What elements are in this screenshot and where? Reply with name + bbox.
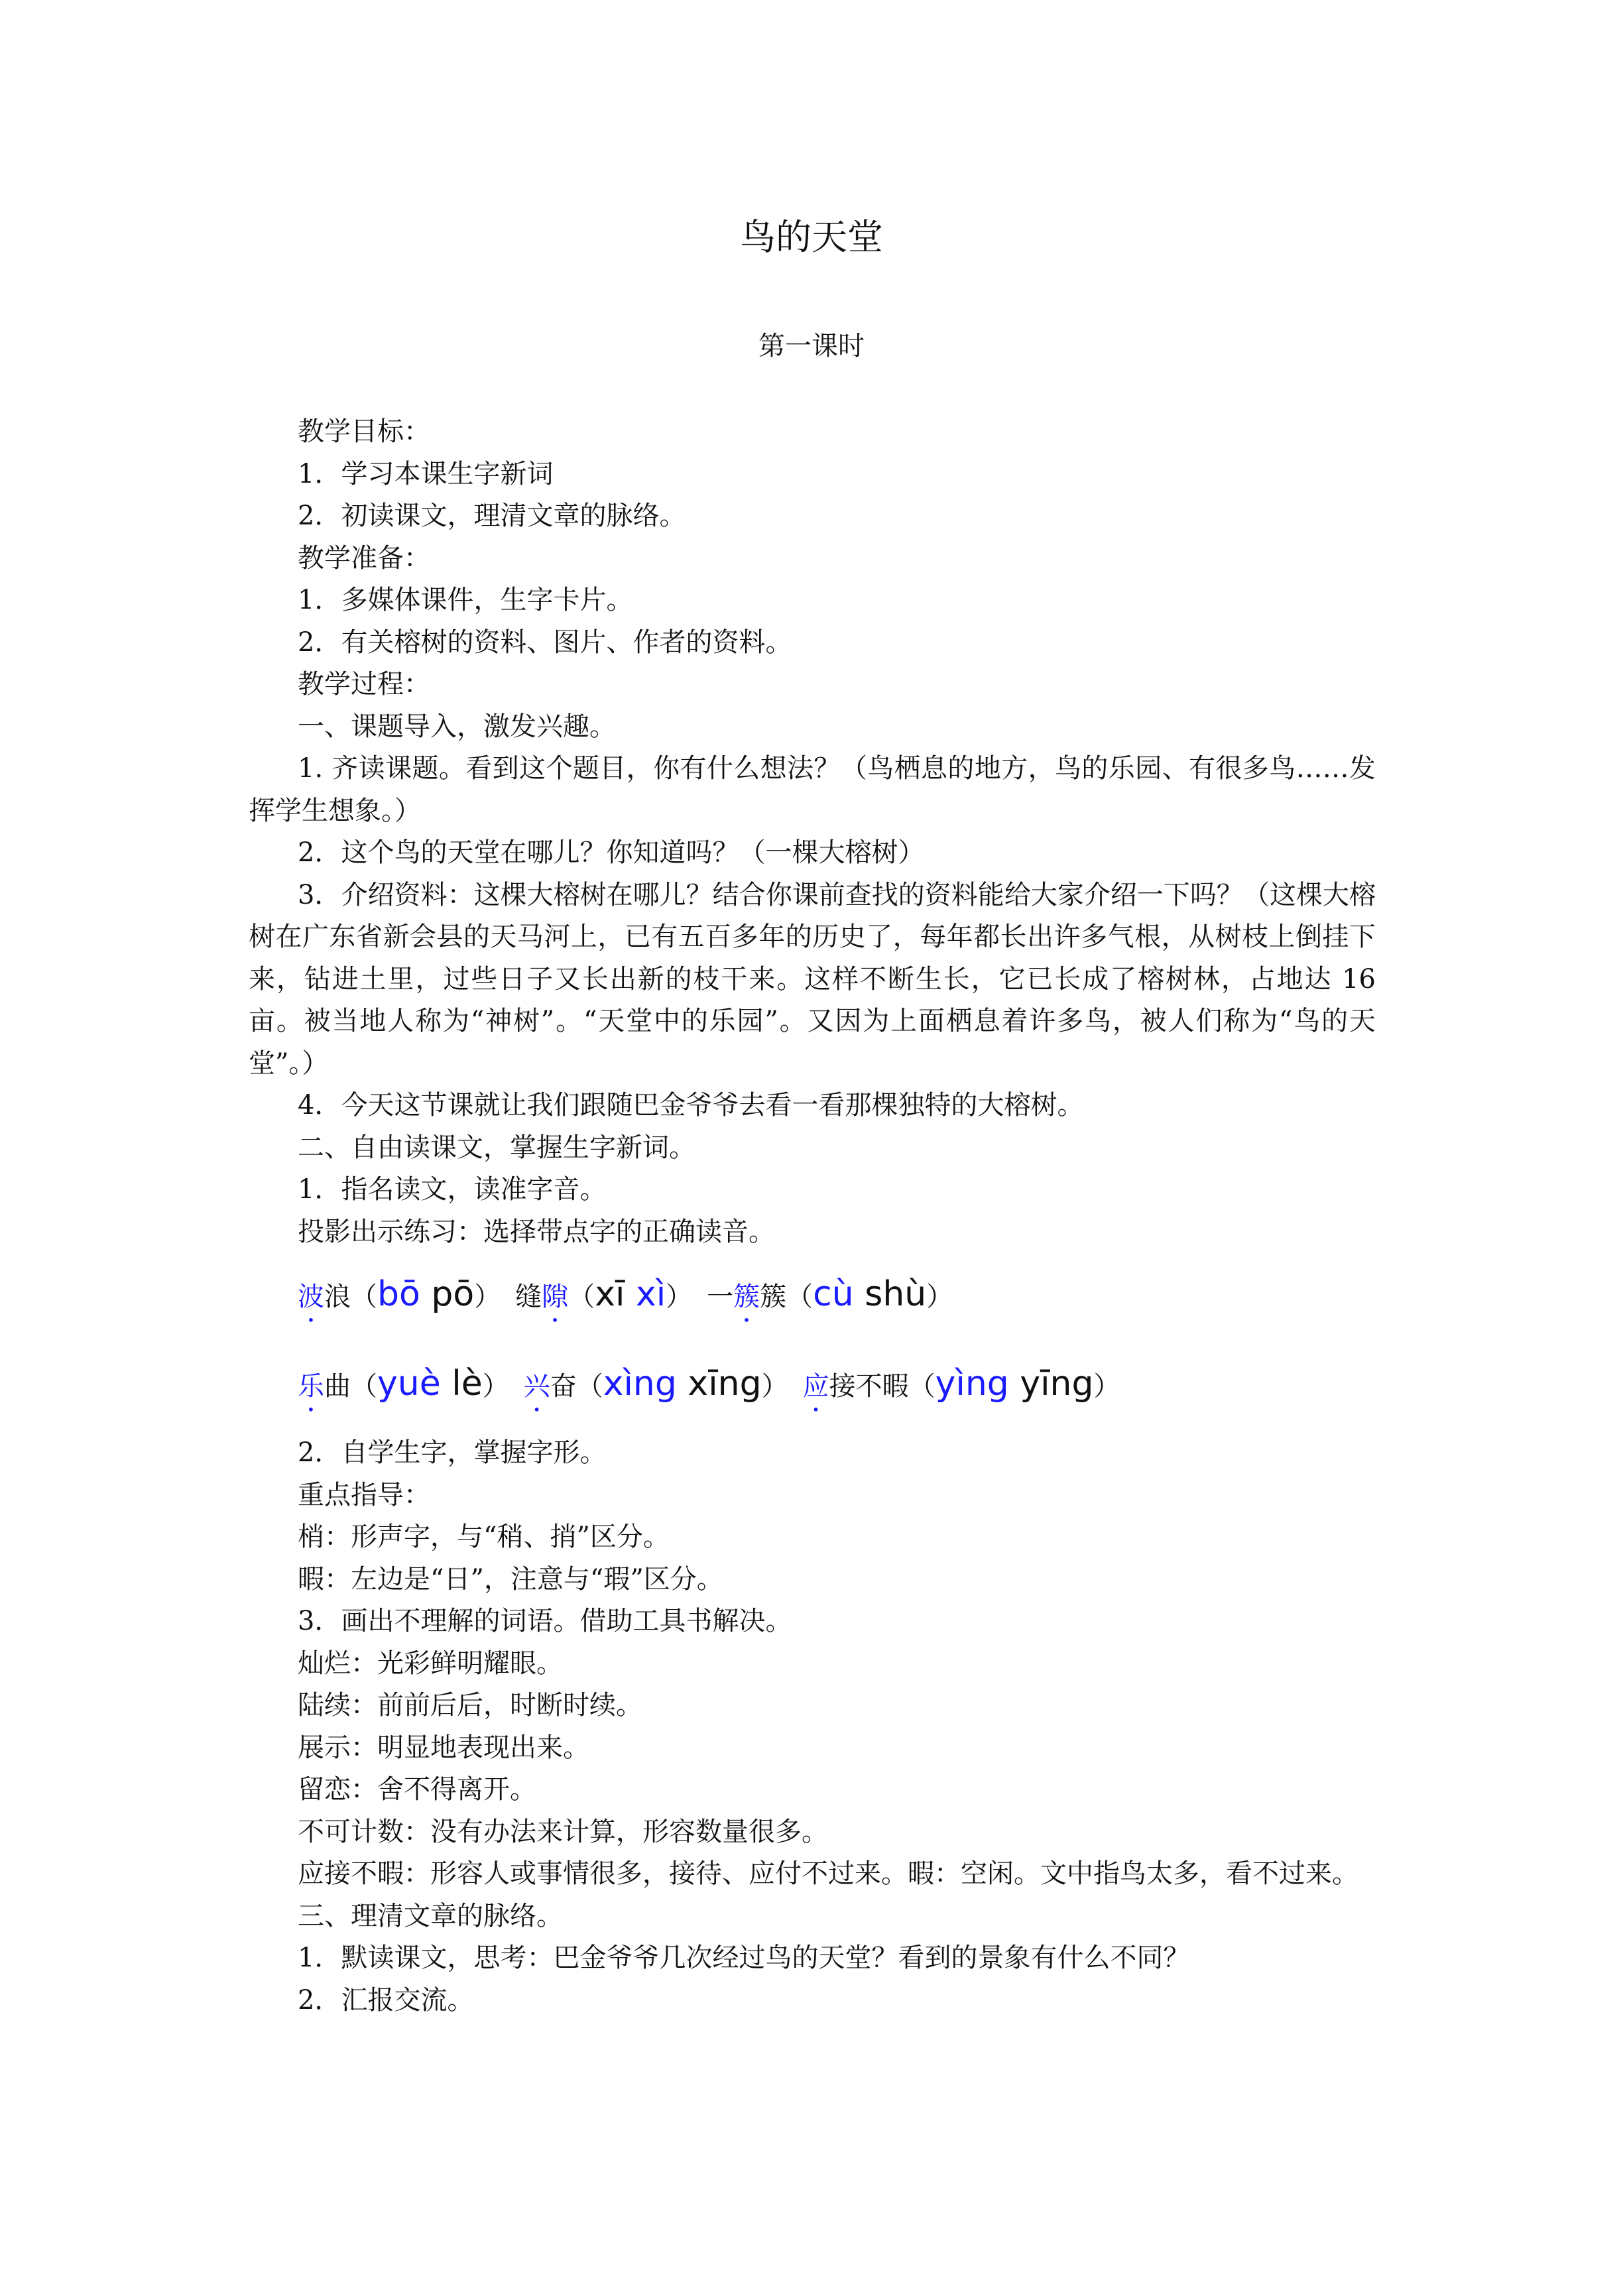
close-paren: ） <box>482 1371 509 1402</box>
paragraph: 3．介绍资料：这棵大榕树在哪儿？结合你课前查找的资料能给大家介绍一下吗？（这棵大榕树在广东省新会县的天马河上，已有五百多年的历史了，每年都长出许多气根，从树枝上倒挂下来，钻进土里，过些日子又长出新的枝干来。这样不断生长，它已长成了榕树林，占地达 16 亩。被当地人称为“神树”。“天堂中的乐园”。又因为上面栖息着许多鸟，被人们称为“鸟的天堂”。） <box>249 879 1376 1079</box>
paragraph: 1．默读课文，思考：巴金爷爷几次经过鸟的天堂？看到的景象有什么不同？ <box>298 1943 1190 1973</box>
paragraph: 梢：形声字，与“稍、捎”区分。 <box>298 1522 670 1552</box>
open-paren: （ <box>351 1282 377 1312</box>
pinyin-item <box>298 1357 509 1418</box>
word-prefix: 一 <box>707 1282 734 1312</box>
word-rest: 浪 <box>324 1282 351 1312</box>
paragraph: 三、理清文章的脉络。 <box>298 1900 563 1931</box>
pinyin-item <box>803 1357 1120 1418</box>
paragraph: 暇：左边是“日”，注意与“瑕”区分。 <box>298 1563 723 1595</box>
word-rest: 奋 <box>550 1371 577 1402</box>
pinyin-option-correct: yuè <box>377 1364 441 1404</box>
paragraph: 二、自由读课文，掌握生字新词。 <box>298 1132 695 1163</box>
paragraph: 2．有关榕树的资料、图片、作者的资料。 <box>298 627 792 658</box>
open-paren: （ <box>351 1371 377 1402</box>
paragraph: 1. 齐读课题。看到这个题目，你有什么想法？（鸟栖息的地方，鸟的乐园、有很多鸟……发挥学生想象。） <box>249 753 1376 826</box>
pinyin-item <box>515 1268 692 1328</box>
paragraph: 教学准备： <box>298 542 430 574</box>
pinyin-option-correct: bō <box>377 1274 420 1314</box>
pinyin-option-correct: xìng <box>603 1364 677 1404</box>
pinyin-option-correct: xì <box>625 1274 666 1314</box>
paragraph: 1．学习本课生字新词 <box>298 458 554 489</box>
word-prefix: 缝 <box>515 1282 542 1312</box>
document-body <box>249 411 1376 2022</box>
paragraph: 重点指导： <box>298 1479 430 1510</box>
close-paren: ） <box>1093 1371 1120 1402</box>
paragraph: 1．指名读文，读准字音。 <box>298 1174 607 1205</box>
pinyin-option: shù <box>853 1274 927 1314</box>
close-paren: ） <box>926 1282 953 1312</box>
close-paren: ） <box>474 1282 501 1312</box>
pinyin-option-correct: yìng <box>935 1364 1009 1404</box>
body-section-2 <box>249 1432 1376 2022</box>
paragraph: 2．这个鸟的天堂在哪儿？你知道吗？（一棵大榕树） <box>298 837 925 868</box>
paragraph: 2．汇报交流。 <box>298 1984 474 2016</box>
paragraph: 一、课题导入，激发兴趣。 <box>298 711 616 742</box>
paragraph: 4．今天这节课就让我们跟随巴金爷爷去看一看那棵独特的大榕树。 <box>298 1090 1084 1120</box>
lesson-subtitle: 第一课时 <box>758 331 865 361</box>
dotted-character: 乐 <box>298 1371 324 1402</box>
pinyin-exercise-row-2 <box>249 1357 1376 1418</box>
paragraph: 不可计数：没有办法来计算，形容数量很多。 <box>298 1816 828 1847</box>
dotted-character: 应 <box>802 1371 829 1402</box>
body-section-1 <box>249 411 1376 1253</box>
open-paren: （ <box>576 1371 603 1402</box>
word-rest: 接不暇 <box>829 1371 909 1402</box>
paragraph: 应接不暇：形容人或事情很多，接待、应付不过来。暇：空闲。文中指鸟太多，看不过来。 <box>298 1858 1358 1889</box>
paragraph: 留恋：舍不得离开。 <box>298 1774 536 1805</box>
paragraph: 陆续：前前后后，时断时续。 <box>298 1690 642 1721</box>
paragraph: 展示：明显地表现出来。 <box>298 1732 589 1763</box>
word-rest: 簇 <box>760 1282 787 1312</box>
dotted-character: 隙 <box>542 1282 569 1312</box>
pinyin-option-correct: cù <box>813 1274 854 1314</box>
close-paren: ） <box>761 1371 788 1402</box>
open-paren: （ <box>908 1371 935 1402</box>
paragraph: 教学过程： <box>298 669 430 699</box>
pinyin-exercise-row-1 <box>249 1268 1376 1328</box>
pinyin-option: xīng <box>676 1364 762 1404</box>
dotted-character: 簇 <box>733 1282 760 1312</box>
paragraph: 灿烂：光彩鲜明耀眼。 <box>298 1648 563 1679</box>
pinyin-option: lè <box>440 1364 483 1404</box>
open-paren: （ <box>568 1282 595 1312</box>
pinyin-item <box>524 1357 788 1418</box>
dotted-character: 波 <box>298 1282 324 1312</box>
paragraph: 1．多媒体课件，生字卡片。 <box>298 585 633 615</box>
close-paren: ） <box>666 1282 693 1312</box>
paragraph: 2．初读课文，理清文章的脉络。 <box>298 501 686 531</box>
pinyin-item <box>707 1268 953 1328</box>
dotted-character: 兴 <box>523 1371 550 1402</box>
paragraph: 投影出示练习：选择带点字的正确读音。 <box>298 1216 775 1247</box>
paragraph: 2．自学生字，掌握字形。 <box>298 1437 607 1468</box>
page-title: 鸟的天堂 <box>740 216 883 258</box>
paragraph: 3．画出不理解的词语。借助工具书解决。 <box>298 1606 792 1636</box>
pinyin-option: xī <box>595 1274 625 1314</box>
word-rest: 曲 <box>324 1371 351 1402</box>
pinyin-option: yīng <box>1008 1364 1094 1404</box>
pinyin-item <box>298 1268 501 1328</box>
open-paren: （ <box>786 1282 813 1312</box>
paragraph: 教学目标： <box>298 416 430 447</box>
pinyin-option: pō <box>420 1274 475 1314</box>
